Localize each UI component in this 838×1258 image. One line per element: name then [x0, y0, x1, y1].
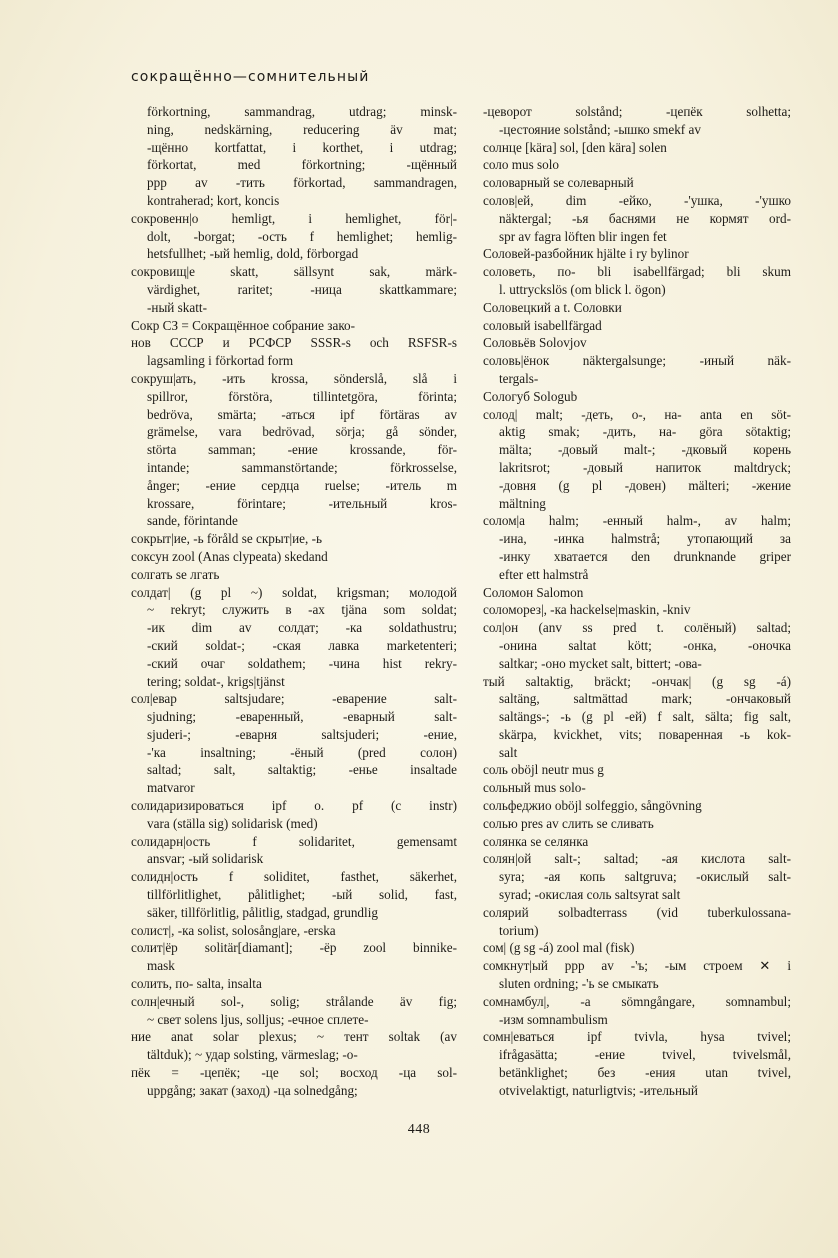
dictionary-line: -цестояние solstånd; -ышко smekf av: [499, 121, 701, 137]
dictionary-line: sande, förintande: [147, 513, 238, 529]
dictionary-line: Сокр СЗ = Сокращённое собрание зако-: [131, 317, 356, 333]
dictionary-line: соловарный se солеварный: [483, 175, 634, 191]
dictionary-line: солить, по- salta, insalta: [131, 976, 262, 992]
dictionary-line: l. uttryckslös (om blick l. ögon): [499, 281, 666, 297]
dictionary-line: saltängs-; -ь (g pl -ей) f salt, sälta; fig salt,: [499, 709, 791, 725]
dictionary-line: -инку хватается den drunknande griper: [499, 548, 791, 564]
dictionary-line: sjuderi-; -еварня saltsjuderi; -ение,: [147, 726, 457, 742]
dictionary-line: Соловей-разбойник hjälte i ry bylinor: [483, 246, 689, 262]
dictionary-line: пёк = -цепёк; -це sol; восход -ца sol-: [131, 1065, 457, 1081]
dictionary-line: нов СССР и РСФСР SSSR-s och RSFSR-s: [131, 335, 457, 351]
dictionary-line: сол|евар saltsjudare; -еварение salt-: [131, 691, 457, 707]
dictionary-line: сом| (g sg -á) zool mal (fisk): [483, 940, 635, 956]
dictionary-line: dolt, -borgat; -ость f hemlighet; hemlig-: [147, 228, 457, 244]
dictionary-line: kontraherad; kort, koncis: [147, 192, 280, 208]
dictionary-line: mask: [147, 958, 175, 974]
dictionary-line: ~ rekryt; служить в -ах tjäna som soldat;: [147, 602, 457, 618]
dictionary-line: förkortat, med förkortning; -щённый: [147, 157, 457, 173]
dictionary-line: -ский очаг soldathem; -чина hist rekry-: [147, 655, 457, 671]
dictionary-line: солист|, -ка solist, solosång|are, -erska: [131, 922, 336, 938]
dictionary-line: сольный mus solo-: [483, 780, 586, 796]
dictionary-line: syra; -ая копь saltgruva; -окислый salt-: [499, 869, 791, 885]
dictionary-line: betänklighet; без -ения utan tvivel,: [499, 1065, 791, 1081]
dictionary-line: salt: [499, 744, 518, 760]
right-column: [483, 103, 791, 1100]
dictionary-line: otvivelaktigt, naturligtvis; -ительный: [499, 1082, 698, 1098]
dictionary-line: säker, tillförlitlig, pålitlig, stadgad, grundlig: [147, 904, 378, 920]
dictionary-line: ppp av -тить förkortad, sammandragen,: [147, 175, 457, 191]
dictionary-line: ние anat solar plexus; ~ тент soltak (av: [131, 1029, 457, 1045]
dictionary-line: солгать se лгать: [131, 566, 220, 582]
dictionary-line: соловый isabellfärgad: [483, 317, 602, 333]
dictionary-line: соломорез|, -ка hackelse|maskin, -kniv: [483, 602, 691, 618]
dictionary-line: skärpa, kvickhet, vits; поваренная -ь kok-: [499, 726, 791, 742]
dictionary-line: сокровенн|о hemligt, i hemlighet, för|-: [131, 210, 457, 226]
dictionary-line: солидн|ость f soliditet, fasthet, säkerhet,: [131, 869, 457, 885]
dictionary-line: bedröva, smärta; -аться ipf förtäras av: [147, 406, 457, 422]
dictionary-line: сокрыт|ие, -ь föråld se скрыт|ие, -ь: [131, 531, 323, 547]
dictionary-line: matvaror: [147, 780, 195, 796]
left-column: [131, 103, 457, 1100]
dictionary-line: солод| malt; -деть, о-, на- anta en söt-: [483, 406, 791, 422]
dictionary-line: солов|ей, dim -ейко, -'ушка, -'ушко: [483, 192, 791, 208]
dictionary-line: uppgång; закат (заход) -ца solnedgång;: [147, 1082, 358, 1098]
dictionary-line: tering; soldat-, krigs|tjänst: [147, 673, 285, 689]
dictionary-line: солянка se селянка: [483, 833, 589, 849]
dictionary-line: ansvar; -ый solidarisk: [147, 851, 264, 867]
dictionary-line: spr av fagra löften blir ingen fet: [499, 228, 667, 244]
dictionary-line: grämelse, vara bedrövad, sörja; gå sönder,: [147, 424, 457, 440]
dictionary-line: saltad; salt, saltaktig; -енье insaltade: [147, 762, 457, 778]
dictionary-line: соль oböjl neutr mus g: [483, 762, 604, 778]
dictionary-line: hetsfullhet; -ый hemlig, dold, förborgad: [147, 246, 359, 262]
dictionary-line: sluten ordning; -'ь se смыкать: [499, 976, 659, 992]
dictionary-line: -цеворот solstånd; -цепёк solhetta;: [483, 104, 791, 119]
dictionary-line: efter ett halmstrå: [499, 566, 589, 582]
dictionary-line: сомн|еваться ipf tvivla, hysa tvivel;: [483, 1029, 791, 1045]
dictionary-line: сокруш|ать, -ить krossa, sönderslå, slå i: [131, 370, 457, 386]
dictionary-line: torium): [499, 922, 539, 938]
dictionary-line: Сологуб Sologub: [483, 388, 578, 404]
dictionary-line: ~ свет solens ljus, solljus; -ечное сплете-: [147, 1011, 369, 1027]
dictionary-line: -щённо kortfattat, i korthet, i utdrag;: [147, 139, 457, 155]
dictionary-line: -довня (g pl -довен) mälteri; -жение: [499, 477, 791, 493]
dictionary-line: lakritsrot; -довый напиток maltdryck;: [499, 459, 791, 475]
dictionary-line: saltäng, saltmättad mark; -ончаковый: [499, 691, 791, 707]
dictionary-line: тый saltaktig, bräckt; -ончак| (g sg -á): [483, 673, 791, 689]
dictionary-line: mälta; -довый malt-; -дковый корень: [499, 442, 791, 458]
dictionary-line: солн|ечный sol-, solig; strålande äv fig;: [131, 993, 457, 1009]
dictionary-line: солом|а halm; -енный halm-, av halm;: [483, 513, 791, 529]
dictionary-line: сокровищ|е skatt, sällsynt sak, märk-: [131, 264, 457, 280]
dictionary-line: сомнамбул|, -а sömngångare, somnambul;: [483, 993, 791, 1009]
dictionary-line: störta samman; -ение krossande, för-: [147, 442, 457, 458]
dictionary-line: -ный skatt-: [147, 299, 207, 315]
dictionary-line: -ик dim av солдат; -ка soldathustru;: [147, 620, 457, 636]
dictionary-line: ning, nedskärning, reducering äv mat;: [147, 121, 457, 137]
dictionary-line: näktergal; -ья баснями не кормят ord-: [499, 210, 791, 226]
dictionary-line: Соловецкий a t. Соловки: [483, 299, 622, 315]
dictionary-line: солдат| (g pl ~) soldat, krigsman; молодой: [131, 584, 457, 600]
running-head: сокращённо—сомнительный: [131, 69, 370, 85]
dictionary-line: солярий solbadterrass (vid tuberkulossana-: [483, 904, 791, 920]
dictionary-line: сольфеджио oböjl solfeggio, sångövning: [483, 798, 702, 814]
page-number: 448: [407, 1122, 431, 1137]
dictionary-line: tältduk); ~ удар solsting, värmeslag; -о-: [147, 1047, 358, 1063]
dictionary-line: солью pres av слить se сливать: [483, 815, 654, 831]
dictionary-line: Соловьёв Solovjov: [483, 335, 587, 351]
dictionary-line: солян|ой salt-; saltad; -ая кислота salt-: [483, 851, 791, 867]
dictionary-line: saltkar; -оно mycket salt, bittert; -ова-: [499, 655, 702, 671]
dictionary-line: соловь|ёнок näktergalsunge; -иный näk-: [483, 353, 791, 369]
dictionary-line: -ина, -инка halmstrå; утопающий за: [499, 531, 791, 547]
dictionary-line: sjudning; -еваренный, -еварный salt-: [147, 709, 457, 725]
dictionary-line: tergals-: [499, 370, 539, 386]
dictionary-line: krossare, förintare; -ительный kros-: [147, 495, 457, 511]
dictionary-line: intande; sammanstörtande; förkrosselse,: [147, 459, 457, 475]
dictionary-line: -онина saltat kött; -онка, -оночка: [499, 637, 791, 653]
dictionary-line: värdighet, raritet; -ница skattkammare;: [147, 281, 457, 297]
dictionary-line: -'ка insaltning; -ёный (pred солон): [147, 744, 457, 760]
dictionary-line: Соломон Salomon: [483, 584, 584, 600]
dictionary-line: солит|ёр solitär[diamant]; -ёр zool binnike-: [131, 940, 457, 956]
dictionary-line: -ский soldat-; -ская лавка marketenteri;: [147, 637, 457, 653]
dictionary-line: ifrågasätta; -ение tvivel, tvivelsmål,: [499, 1047, 791, 1063]
dictionary-line: vara (ställa sig) solidarisk (med): [147, 815, 318, 831]
dictionary-line: соксун zool (Anas clypeata) skedand: [131, 548, 328, 564]
dictionary-line: tillförlitlighet, pålitlighet; -ый solid, fast,: [147, 887, 457, 903]
dictionary-line: syrad; -окислая соль saltsyrat salt: [499, 887, 681, 903]
dictionary-line: -изм somnambulism: [499, 1011, 608, 1027]
dictionary-line: lagsamling i förkortad form: [147, 353, 294, 369]
dictionary-line: mältning: [499, 495, 546, 511]
dictionary-line: сомкнут|ый ppp av -'ъ; -ым строем ✕ i: [483, 958, 791, 974]
dictionary-line: соло mus solo: [483, 157, 560, 173]
dictionary-line: соловеть, по- bli isabellfärgad; bli skum: [483, 264, 791, 280]
dictionary-line: förkortning, sammandrag, utdrag; minsk-: [147, 104, 457, 119]
dictionary-line: spillror, förstöra, tillintetgöra, förinta;: [147, 388, 457, 404]
dictionary-line: солидаризироваться ipf o. pf (с instr): [131, 798, 457, 814]
dictionary-line: сол|он (anv ss pred t. солёный) saltad;: [483, 620, 791, 636]
dictionary-line: aktig smak; -дить, на- göra sötaktig;: [499, 424, 791, 440]
dictionary-line: ånger; -ение сердца ruelse; -итель m: [147, 477, 457, 493]
dictionary-line: солидарн|ость f solidaritet, gemensamt: [131, 833, 457, 849]
dictionary-line: солнце [kära] sol, [den kära] solen: [483, 139, 667, 155]
